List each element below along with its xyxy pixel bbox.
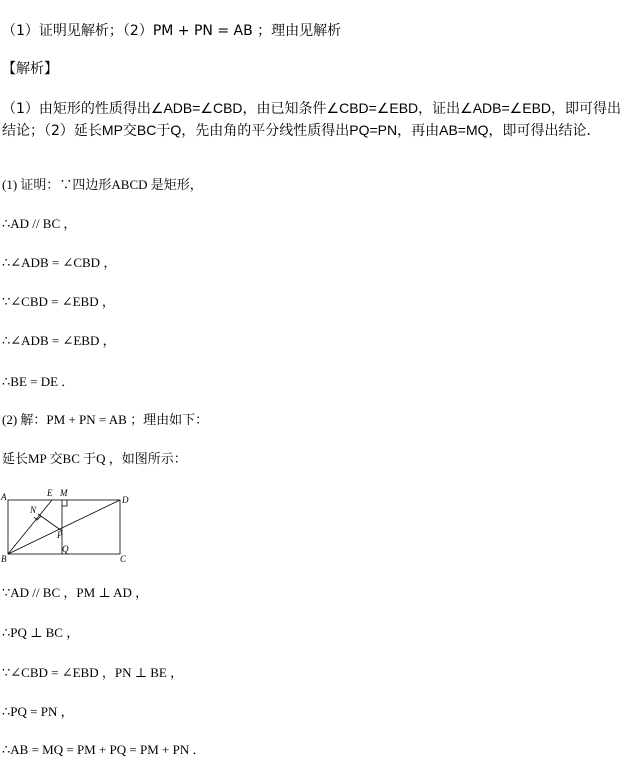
label-c: C <box>120 554 127 564</box>
proof1-line: ∵∠CBD = ∠EBD ， <box>2 294 115 309</box>
proof2-line: ∵∠CBD = ∠EBD ，PN ⊥ BE ， <box>2 665 184 680</box>
analysis-math: Q <box>170 122 182 138</box>
analysis-math: ∠ADB=∠EBD <box>460 100 552 116</box>
proof1-line: ∴AD // BC ， <box>2 216 77 231</box>
label-e: E <box>47 488 53 498</box>
analysis-math: ∠CBD=∠EBD <box>326 100 419 116</box>
analysis-math: PQ=PN <box>349 122 398 138</box>
label-m: M <box>60 488 68 498</box>
label-a: A <box>1 492 7 502</box>
label-b: B <box>1 554 7 564</box>
proof1-line: ∴∠ADB = ∠EBD ， <box>2 333 116 348</box>
proof2-intro: (2) 解：PM + PN = AB ；理由如下： <box>2 412 209 427</box>
analysis-text: ，即可得出结论；（2）延长 <box>2 101 622 139</box>
analysis-text: ，即可得出结论． <box>488 123 601 139</box>
analysis-math: AB=MQ <box>439 122 489 138</box>
label-p: P <box>57 530 63 540</box>
proof1-line: ∴BE = DE ． <box>2 374 75 389</box>
proof2-line: ∵AD // BC ，PM ⊥ AD ， <box>2 585 149 600</box>
analysis-text: ，证出 <box>418 101 461 117</box>
analysis-text: 于 <box>156 123 171 139</box>
label-n: N <box>30 505 37 515</box>
proof2-construct: 延长MP 交BC 于Q ，如图所示： <box>2 451 187 466</box>
analysis-text: 交 <box>122 123 137 139</box>
label-q: Q <box>62 544 69 554</box>
segment-pn <box>38 514 62 531</box>
analysis-math: BC <box>136 122 157 138</box>
analysis-math: MP <box>101 122 123 138</box>
answer-line: （1）证明见解析；（2）PM + PN = AB ；理由见解析 <box>2 23 342 39</box>
proof1-line: (1) 证明：∵四边形ABCD 是矩形， <box>2 177 203 192</box>
right-angle-m <box>62 500 67 506</box>
analysis-text: ，再由 <box>397 123 440 139</box>
analysis-heading: 【解析】 <box>2 61 58 77</box>
label-d: D <box>122 495 129 505</box>
analysis-math: ∠ADB=∠CBD <box>150 100 243 116</box>
analysis-paragraph <box>2 98 626 142</box>
proof1-line: ∴∠ADB = ∠CBD ， <box>2 255 117 270</box>
geometry-figure <box>0 486 140 568</box>
analysis-text: （1）由矩形的性质得出 <box>2 101 151 117</box>
analysis-text: ，先由角的平分线性质得出 <box>181 123 350 139</box>
analysis-text: ，由已知条件 <box>242 101 327 117</box>
proof2-line: ∴PQ ⊥ BC ， <box>2 625 80 640</box>
proof2-line: ∴PQ = PN ， <box>2 704 74 719</box>
proof2-line: ∴AB = MQ = PM + PQ = PM + PN ． <box>2 742 206 757</box>
